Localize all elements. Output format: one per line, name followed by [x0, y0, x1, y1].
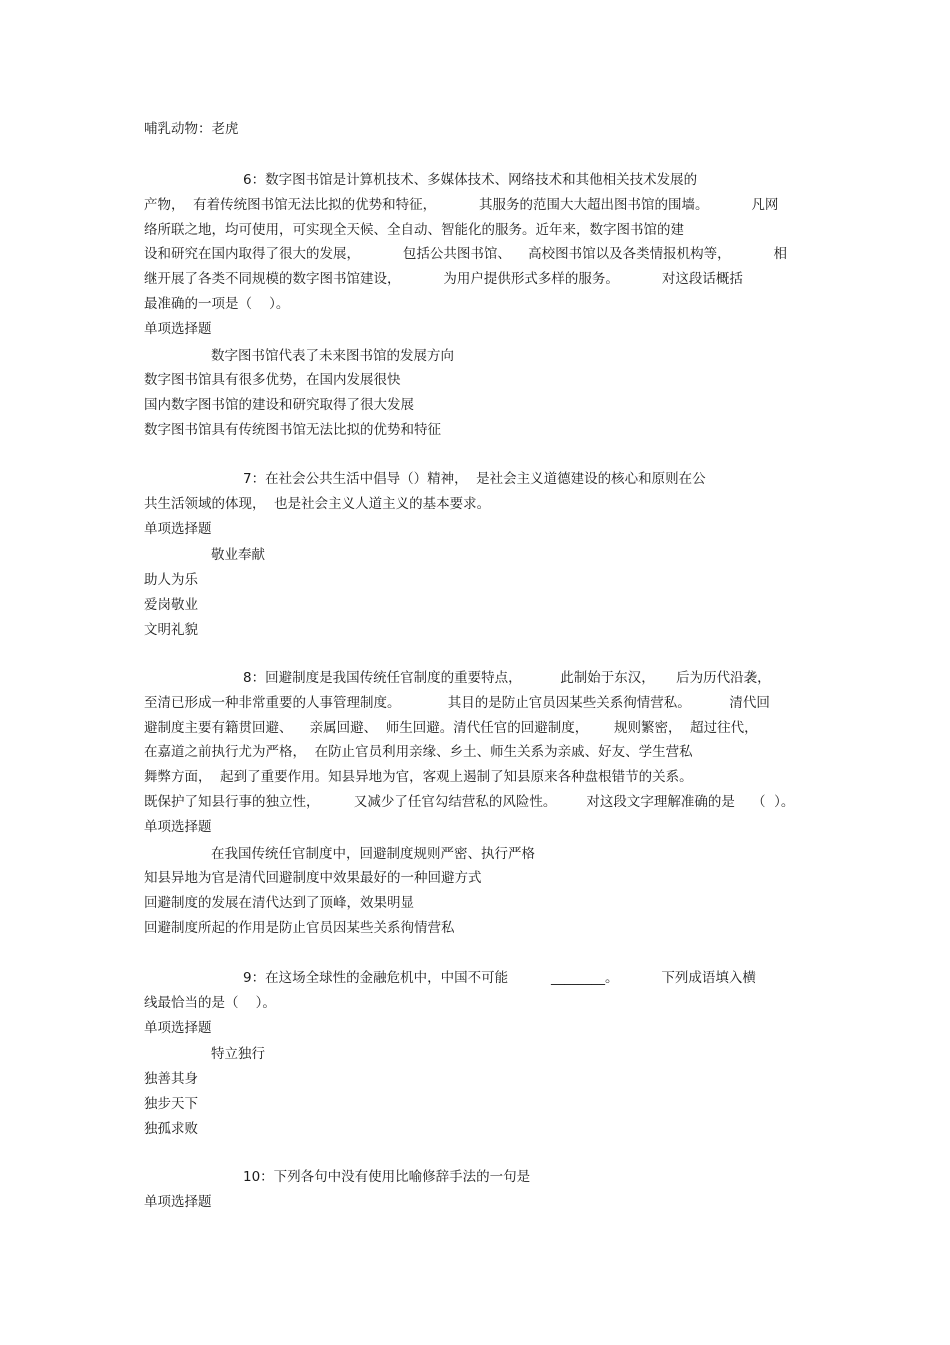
question-type-label: 单项选择题	[144, 818, 212, 835]
answer-option: 回避制度所起的作用是防止官员因某些关系徇情营私	[144, 920, 455, 936]
question-9-line: 9：在这场全球性的金融危机中，中国不可能 ________。 下列成语填入横	[243, 970, 756, 986]
question-10-line: 10：下列各句中没有使用比喻修辞手法的一句是	[243, 1169, 531, 1185]
answer-option: 数字图书馆代表了未来图书馆的发展方向	[211, 347, 454, 364]
answer-option: 独善其身	[144, 1071, 198, 1088]
answer-option: 独孤求败	[144, 1120, 198, 1137]
question-type-label: 单项选择题	[144, 1019, 212, 1036]
answer-option: 在我国传统任官制度中，回避制度规则严密、执行严格	[211, 845, 535, 862]
answer-option: 特立独行	[211, 1046, 265, 1063]
question-7-line: 7：在社会公共生活中倡导（）精神， 是社会主义道德建设的核心和原则在公	[243, 471, 706, 487]
answer-option: 数字图书馆具有很多优势，在国内发展很快	[144, 372, 401, 389]
question-6-line: 6：数字图书馆是计算机技术、多媒体技术、网络技术和其他相关技术发展的	[243, 172, 698, 188]
question-6-line: 最准确的一项是（ ）。	[144, 296, 290, 312]
question-6-line: 产物， 有着传统图书馆无法比拟的优势和特征， 其服务的范围大大超出图书馆的围墙。 凡网	[144, 196, 779, 213]
question-6-line: 继开展了各类不同规模的数字图书馆建设， 为用户提供形式多样的服务。 对这段话概括	[144, 271, 743, 288]
question-type-label: 单项选择题	[144, 320, 212, 337]
answer-option: 数字图书馆具有传统图书馆无法比拟的优势和特征	[144, 422, 441, 438]
question-8-line: 避制度主要有籍贯回避、 亲属回避、 师生回避。清代任官的回避制度， 规则繁密， 超过往代，	[144, 719, 758, 736]
answer-option: 爱岗敬业	[144, 597, 198, 613]
answer-option: 知县异地为官是清代回避制度中效果最好的一种回避方式	[144, 870, 482, 887]
answer-option: 敬业奉献	[211, 547, 265, 564]
answer-option: 助人为乐	[144, 572, 198, 589]
question-9-line: 线最恰当的是（ ）。	[144, 994, 276, 1011]
question-8-line: 既保护了知县行事的独立性， 又减少了任官勾结营私的风险性。 对这段文字理解准确的是 （ ）。	[144, 794, 795, 810]
question-6-line: 设和研究在国内取得了很大的发展， 包括公共图书馆、 高校图书馆以及各类情报机构等， 相	[144, 246, 787, 263]
question-8-line: 至清已形成一种非常重要的人事管理制度。 其目的是防止官员因某些关系徇情营私。 清代回	[144, 694, 770, 711]
question-7-line: 共生活领域的体现， 也是社会主义人道主义的基本要求。	[144, 495, 491, 512]
answer-option: 文明礼貌	[144, 621, 198, 638]
question-8-line: 在嘉道之前执行尤为严格， 在防止官员利用亲缘、乡土、师生关系为亲戚、好友、学生营私	[144, 744, 693, 761]
question-type-label: 单项选择题	[144, 520, 212, 537]
answer-option: 回避制度的发展在清代达到了顶峰，效果明显	[144, 895, 414, 912]
question-type-label: 单项选择题	[144, 1193, 212, 1210]
question-6-line: 络所联之地，均可使用，可实现全天候、全自动、智能化的服务。近年来，数字图书馆的建	[144, 221, 684, 238]
intro-line: 哺乳动物：老虎	[144, 121, 239, 137]
question-8-line: 舞弊方面， 起到了重要作用。知县异地为官，客观上遏制了知县原来各种盘根错节的关系。	[144, 769, 693, 786]
answer-option: 国内数字图书馆的建设和研究取得了很大发展	[144, 397, 414, 414]
answer-option: 独步天下	[144, 1096, 198, 1112]
question-8-line: 8：回避制度是我国传统任官制度的重要特点， 此制始于东汉， 后为历代沿袭，	[243, 670, 771, 686]
